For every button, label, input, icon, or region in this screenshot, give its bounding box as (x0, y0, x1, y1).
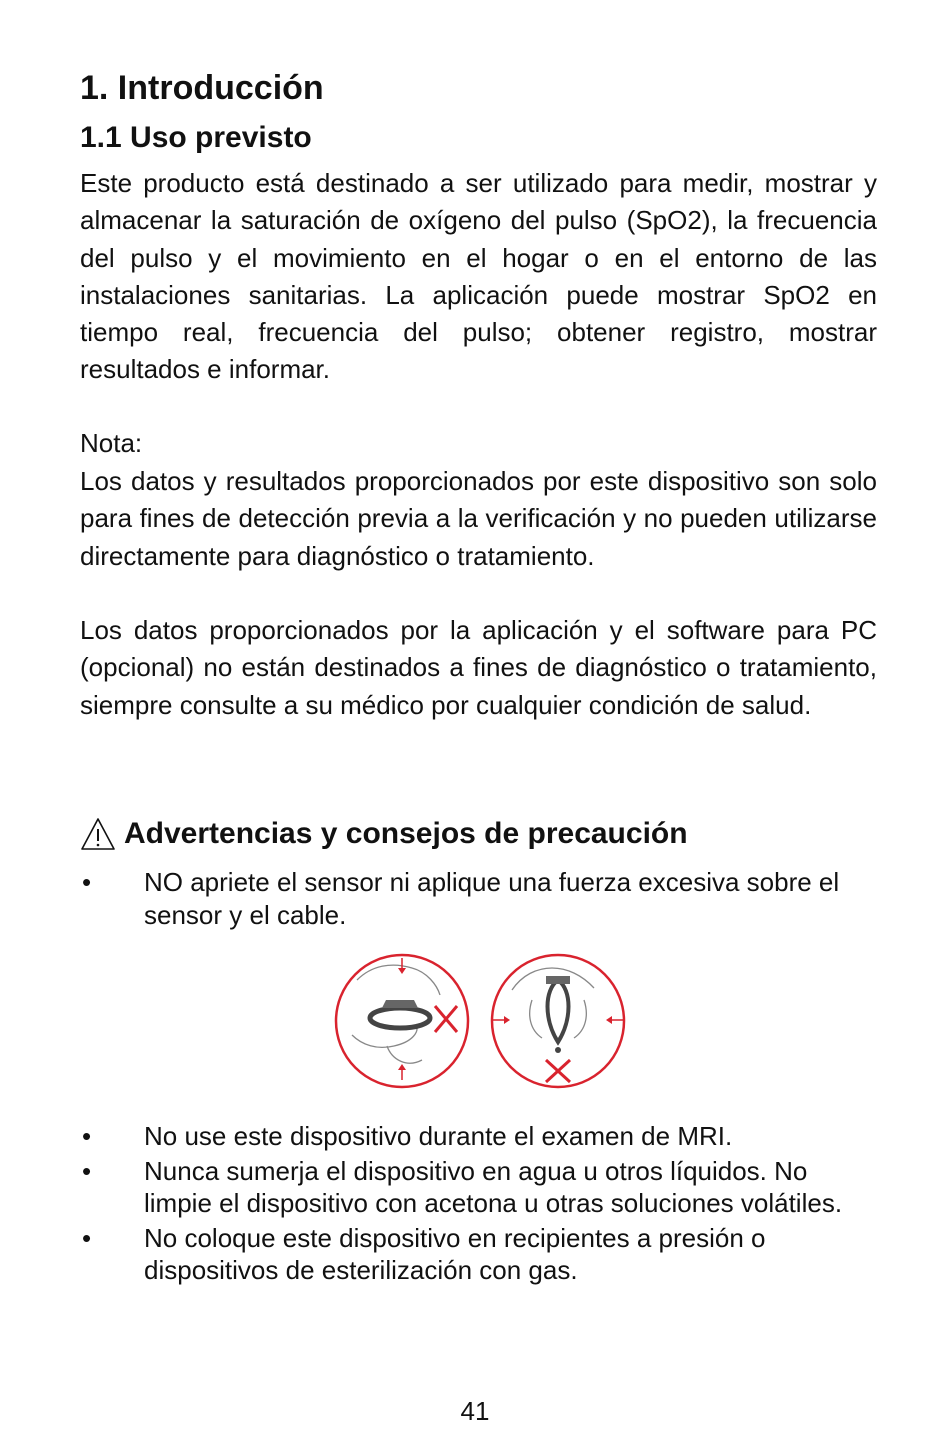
list-item-text: No use este dispositivo durante el examen de MRI. (144, 1121, 733, 1151)
list-item (80, 866, 877, 931)
note-label: Nota: (80, 428, 143, 458)
no-squeeze-sensor-figure (336, 955, 468, 1087)
warning-list-top (80, 866, 877, 933)
bullet-marker: • (82, 1121, 92, 1151)
list-item-text: NO apriete el sensor ni aplique una fuerza excesiva sobre el sensor y el cable. (144, 867, 840, 930)
list-item (80, 1222, 877, 1287)
no-squeeze-cable-figure (492, 955, 624, 1087)
section-title: 1.1 Uso previsto (80, 121, 312, 154)
list-item-text: No coloque este dispositivo en recipientes a presión o dispositivos de esterilización con gas. (144, 1222, 766, 1285)
warnings-heading (80, 814, 688, 854)
list-item (80, 1120, 877, 1153)
page-number: 41 (460, 1396, 490, 1426)
warning-triangle-icon (80, 816, 116, 852)
list-item (80, 1155, 877, 1220)
note-paragraph: Los datos y resultados proporcionados por este dispositivo son solo para fines de detección previa a la verificación y no pueden utilizarse directamente para diagnóstico o tratamiento. (80, 466, 877, 571)
app-disclaimer-paragraph: Los datos proporcionados por la aplicación y el software para PC (opcional) no están destinados a fines de diagnóstico o tratamiento, siempre consulte a su médico por cualquier condición de salud. (80, 615, 877, 720)
list-item-text: Nunca sumerja el dispositivo en agua u otros líquidos. No limpie el dispositivo con acetona u otras soluciones volátiles. (144, 1155, 843, 1218)
chapter-title: 1. Introducción (80, 69, 324, 107)
bullet-marker: • (82, 1155, 92, 1186)
warning-list-bottom (80, 1120, 877, 1289)
warnings-heading-text: Advertencias y consejos de precaución (124, 817, 688, 850)
bullet-marker: • (82, 867, 92, 897)
bullet-marker: • (82, 1222, 92, 1253)
intended-use-paragraph: Este producto está destinado a ser utilizado para medir, mostrar y almacenar la saturación de oxígeno del pulso (SpO2), la frecuencia del pulso y el movimiento en el hogar o en el entorno de las instalaciones sanitarias. La aplicación puede mostrar SpO2 en tiempo real, frecuencia del pulso; obtener registro, mostrar resultados e informar. (80, 168, 877, 385)
do-not-squeeze-illustration (332, 950, 630, 1092)
